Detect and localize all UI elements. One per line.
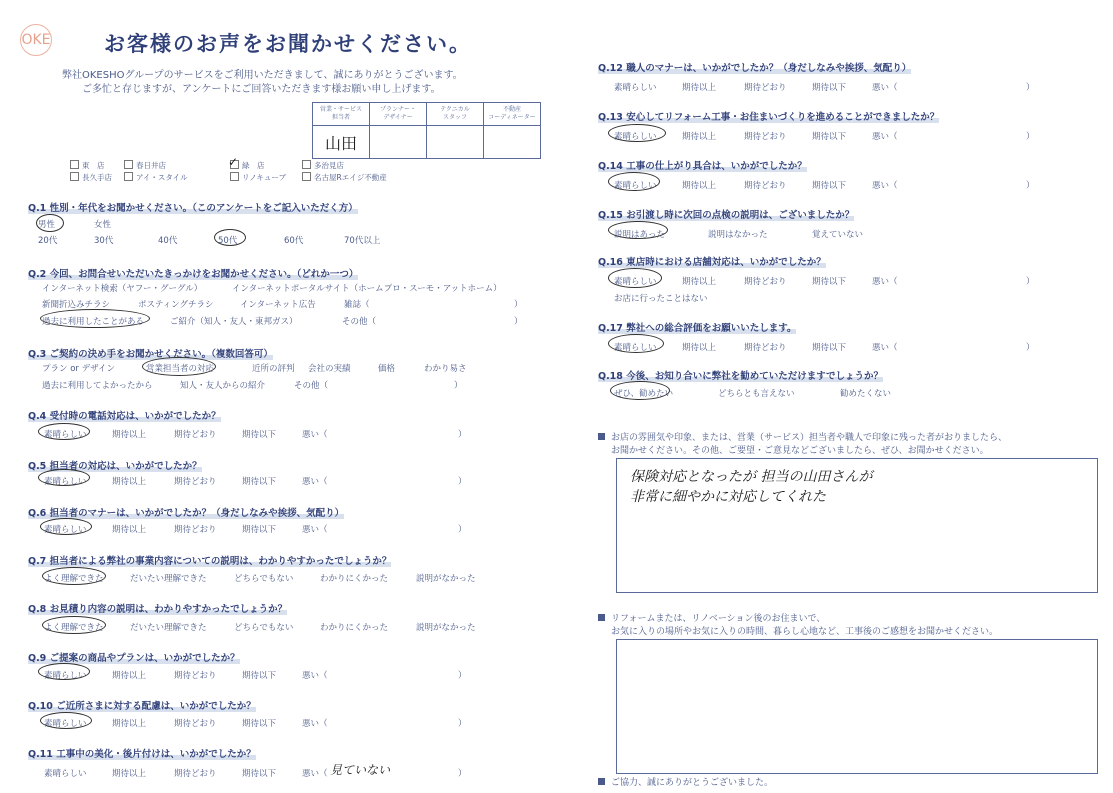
- store-option[interactable]: [302, 160, 344, 171]
- answer-option[interactable]: ）: [1026, 277, 1035, 287]
- answer-option[interactable]: 素晴らしい: [44, 769, 87, 779]
- answer-option[interactable]: 期待以下: [242, 719, 277, 729]
- store-option[interactable]: [70, 172, 112, 183]
- question-label: [598, 158, 807, 172]
- answer-option[interactable]: よく理解できた: [44, 623, 104, 633]
- question-text: Q.1 性別・年代をお聞かせください。（このアンケートをご記入いただく方）: [28, 203, 358, 214]
- answer-option[interactable]: 期待以下: [242, 671, 277, 681]
- pen-circle-mark: [142, 357, 216, 376]
- answer-option[interactable]: ）: [458, 769, 467, 779]
- answer-option[interactable]: 期待以上: [112, 671, 147, 681]
- store-label: リノキューブ: [242, 173, 287, 182]
- staff-header-sales: 営業・サービス 担当者: [313, 103, 370, 126]
- answer-option[interactable]: だいたい理解できた: [130, 623, 207, 633]
- store-label: 緑 店: [242, 161, 265, 170]
- answer-option[interactable]: 過去に利用したことがある: [42, 317, 145, 327]
- staff-header-planner: プランナー・ デザイナー: [370, 103, 427, 126]
- answer-option[interactable]: ）: [458, 430, 467, 440]
- staff-name-technical: [427, 126, 484, 159]
- answer-option[interactable]: 期待どおり: [744, 181, 787, 191]
- answer-option[interactable]: インターネット広告: [240, 300, 316, 310]
- pen-circle-mark: [214, 229, 246, 246]
- answer-option[interactable]: 期待以下: [242, 525, 277, 535]
- pen-circle-mark: [608, 221, 668, 239]
- answer-option[interactable]: ）: [454, 381, 463, 391]
- answer-option[interactable]: インターネット検索（ヤフー・グーグル）: [42, 284, 203, 294]
- answer-option[interactable]: 営業担当者の対応: [146, 364, 215, 374]
- question-text: Q.15 お引渡し時に次回の点検の説明は、ございましたか？: [598, 210, 855, 221]
- answer-option[interactable]: 期待以下: [242, 430, 277, 440]
- answer-option[interactable]: 40代: [158, 236, 178, 246]
- question-label: [598, 320, 796, 334]
- answer-option[interactable]: 悪い（: [872, 181, 898, 191]
- question-text: Q.2 今回、お問合せいただいたきっかけをお聞かせください。（どれか一つ）: [28, 269, 359, 280]
- question-text: Q.18 今後、お知り合いに弊社を勧めていただけますでしょうか？: [598, 371, 883, 382]
- answer-option[interactable]: 近所の評判: [252, 364, 295, 374]
- answer-option[interactable]: どちらでもない: [234, 623, 294, 633]
- question-text: Q.6 担当者のマナーは、いかがでしたか？（身だしなみや挨拶、気配り）: [28, 508, 345, 519]
- answer-option[interactable]: ）: [514, 300, 523, 310]
- answer-option[interactable]: どちらとも言えない: [718, 389, 795, 399]
- answer-option[interactable]: 価格: [378, 364, 396, 374]
- answer-option[interactable]: わかりにくかった: [320, 574, 389, 584]
- store-label: 多治見店: [314, 161, 344, 170]
- answer-option[interactable]: 悪い（: [872, 277, 898, 287]
- question-label: [28, 601, 287, 615]
- question-label: [28, 200, 358, 214]
- question-label: [28, 505, 344, 519]
- checkmark-icon: ✓: [228, 155, 239, 169]
- store-option[interactable]: [230, 172, 286, 183]
- answer-option[interactable]: 期待以上: [112, 719, 147, 729]
- answer-option[interactable]: 期待どおり: [174, 430, 217, 440]
- question-text: Q.5 担当者の対応は、いかがでしたか？: [28, 461, 202, 472]
- store-label: アイ・スタイル: [136, 173, 188, 182]
- store-option[interactable]: [70, 160, 105, 171]
- question-text: Q.9 ご提案の商品やプランは、いかがでしたか？: [28, 653, 240, 664]
- answer-option[interactable]: 素晴らしい: [44, 477, 87, 487]
- answer-option[interactable]: 覚えていない: [812, 230, 864, 240]
- answer-option[interactable]: 素晴らしい: [44, 671, 87, 681]
- answer-option[interactable]: 期待以下: [242, 769, 277, 779]
- answer-option[interactable]: お店に行ったことはない: [614, 294, 708, 304]
- staff-name-sales: 山田: [313, 126, 370, 159]
- answer-option[interactable]: 期待以下: [812, 181, 847, 191]
- answer-option[interactable]: 悪い（: [872, 83, 898, 93]
- answer-option[interactable]: 期待以上: [682, 181, 717, 191]
- answer-option[interactable]: 期待以上: [112, 430, 147, 440]
- staff-table: [312, 102, 541, 159]
- answer-option[interactable]: 期待以下: [812, 277, 847, 287]
- answer-option[interactable]: 期待以下: [242, 477, 277, 487]
- answer-option[interactable]: 悪い（: [872, 132, 898, 142]
- pen-circle-mark: [608, 268, 662, 288]
- pen-circle-mark: [36, 214, 64, 232]
- answer-option[interactable]: よく理解できた: [44, 574, 104, 584]
- answer-option[interactable]: 悪い（: [302, 525, 328, 535]
- answer-option[interactable]: インターネットポータルサイト（ホームプロ・スーモ・アットホーム）: [232, 284, 502, 294]
- answer-option[interactable]: 雑誌（: [344, 300, 370, 310]
- checkbox-icon[interactable]: [302, 172, 311, 181]
- answer-option[interactable]: 期待以上: [112, 769, 147, 779]
- answer-option[interactable]: 期待どおり: [174, 769, 217, 779]
- question-label: [28, 746, 256, 760]
- answer-option[interactable]: 悪い（: [302, 477, 328, 487]
- store-option[interactable]: [124, 172, 188, 183]
- footer-thanks: ご協力、誠にありがとうございました。: [598, 777, 773, 790]
- pen-circle-mark: [38, 663, 90, 680]
- answer-option[interactable]: 期待以下: [812, 83, 847, 93]
- answer-option[interactable]: 期待どおり: [744, 83, 787, 93]
- answer-option[interactable]: わかりにくかった: [320, 623, 389, 633]
- store-label: 春日井店: [136, 161, 166, 170]
- answer-option[interactable]: 期待どおり: [174, 671, 217, 681]
- handwritten-comment-line-1: 保険対応となったが 担当の山田さんが: [630, 469, 873, 485]
- answer-option[interactable]: 50代: [218, 236, 238, 246]
- answer-option[interactable]: 悪い（: [302, 430, 328, 440]
- answer-option[interactable]: ご紹介（知人・友人・東邦ガス）: [170, 317, 298, 327]
- store-option[interactable]: [302, 172, 387, 183]
- question-label: [28, 346, 273, 360]
- question-text: Q.17 弊社への総合評価をお願いいたします。: [598, 323, 797, 334]
- answer-option[interactable]: 素晴らしい: [614, 132, 657, 142]
- pen-circle-mark: [40, 712, 92, 729]
- pen-circle-mark: [608, 124, 666, 142]
- answer-option[interactable]: ）: [1026, 132, 1035, 142]
- question-label: [28, 553, 391, 567]
- answer-option[interactable]: 素晴らしい: [44, 430, 87, 440]
- pen-circle-mark: [38, 423, 90, 440]
- answer-option[interactable]: ）: [1026, 343, 1035, 353]
- staff-header-realestate: 不動産 コーディネーター: [484, 103, 541, 126]
- question-text: Q.12 職人のマナーは、いかがでしたか？（身だしなみや挨拶、気配り）: [598, 63, 912, 74]
- answer-option[interactable]: 素晴らしい: [614, 343, 657, 353]
- answer-option[interactable]: 期待どおり: [174, 477, 217, 487]
- answer-option[interactable]: 期待以上: [112, 525, 147, 535]
- square-bullet-icon: [598, 433, 605, 440]
- question-label: [598, 109, 939, 123]
- answer-option[interactable]: 期待以上: [112, 477, 147, 487]
- answer-option[interactable]: 期待以上: [682, 83, 717, 93]
- answer-option[interactable]: 素晴らしい: [44, 719, 87, 729]
- answer-option[interactable]: 悪い（: [302, 671, 328, 681]
- answer-option[interactable]: 悪い（: [302, 719, 328, 729]
- handwritten-comment-line-2: 非常に細やかに対応してくれた: [630, 489, 826, 505]
- answer-option[interactable]: 会社の実績: [308, 364, 351, 374]
- answer-option[interactable]: 男性: [38, 220, 56, 230]
- answer-option[interactable]: 期待どおり: [744, 277, 787, 287]
- answer-option[interactable]: その他（: [294, 381, 329, 391]
- checkbox-icon[interactable]: [124, 160, 133, 169]
- pen-circle-mark: [608, 334, 664, 353]
- staff-name-realestate: [484, 126, 541, 159]
- question-text: Q.16 東店時における店舗対応は、いかがでしたか？: [598, 257, 826, 268]
- answer-option[interactable]: 説明はなかった: [708, 230, 768, 240]
- staff-header-technical: テクニカル スタッフ: [427, 103, 484, 126]
- store-label: 名古屋Rエイジ不動産: [314, 173, 387, 182]
- answer-option[interactable]: 素晴らしい: [44, 525, 87, 535]
- answer-option[interactable]: 期待以上: [682, 132, 717, 142]
- pen-circle-mark: [40, 518, 92, 535]
- answer-option[interactable]: 期待以上: [682, 277, 717, 287]
- answer-option[interactable]: ぜひ、勧めたい: [614, 389, 674, 399]
- question-label: [28, 408, 221, 422]
- answer-option[interactable]: 20代: [38, 236, 58, 246]
- handwritten-q11-note: 見ていない: [330, 763, 391, 777]
- question-label: [598, 207, 854, 221]
- checkbox-icon[interactable]: [70, 160, 79, 169]
- pen-circle-mark: [608, 172, 660, 191]
- question-label: [28, 650, 240, 664]
- answer-option[interactable]: ）: [458, 719, 467, 729]
- question-label: [598, 60, 911, 74]
- answer-option[interactable]: ）: [458, 525, 467, 535]
- intro-line-2: ご多忙と存じますが、アンケートにご回答いただきます様お願い申し上げます。: [82, 84, 441, 95]
- comment-section-2-prompt: リフォームまたは、リノベーション後のお住まいで、 お気に入りの場所やお気に入りの時間、暮らし心地など、工事後のご感想をお聞かせください。: [598, 613, 998, 639]
- answer-option[interactable]: 女性: [94, 220, 112, 230]
- question-text: Q.11 工事中の美化・後片付けは、いかがでしたか？: [28, 749, 256, 760]
- store-label: 東 店: [82, 161, 105, 170]
- answer-option[interactable]: ）: [514, 317, 523, 327]
- answer-option[interactable]: 期待以下: [812, 343, 847, 353]
- answer-option[interactable]: 新聞折込みチラシ: [42, 300, 111, 310]
- square-bullet-icon: [598, 614, 605, 621]
- pen-circle-mark: [42, 567, 106, 585]
- question-text: Q.4 受付時の電話対応は、いかがでしたか？: [28, 411, 221, 422]
- answer-option[interactable]: ポスティングチラシ: [138, 300, 214, 310]
- pen-circle-mark: [610, 381, 670, 400]
- page-title: お客様のお声をお聞かせください。: [104, 32, 472, 56]
- answer-option[interactable]: 説明がなかった: [416, 574, 476, 584]
- answer-option[interactable]: 説明はあった: [614, 230, 665, 240]
- answer-option[interactable]: 悪い（: [872, 343, 898, 353]
- answer-option[interactable]: 素晴らしい: [614, 277, 657, 287]
- answer-option[interactable]: ）: [458, 477, 467, 487]
- answer-option[interactable]: ）: [1026, 83, 1035, 93]
- store-label: 長久手店: [82, 173, 112, 182]
- answer-option[interactable]: 期待以下: [812, 132, 847, 142]
- answer-option[interactable]: わかり易さ: [424, 364, 467, 374]
- question-text: Q.3 ご契約の決め手をお聞かせください。（複数回答可）: [28, 349, 273, 360]
- answer-option[interactable]: プラン or デザイン: [42, 364, 116, 374]
- answer-option[interactable]: どちらでもない: [234, 574, 294, 584]
- answer-option[interactable]: 30代: [94, 236, 114, 246]
- answer-option[interactable]: 70代以上: [344, 236, 381, 246]
- answer-option[interactable]: 悪い（: [302, 769, 328, 779]
- question-text: Q.10 ご近所さまに対する配慮は、いかがでしたか？: [28, 701, 256, 712]
- pen-circle-mark: [38, 469, 90, 486]
- answer-option[interactable]: 期待どおり: [174, 525, 217, 535]
- answer-option[interactable]: ）: [458, 671, 467, 681]
- checkbox-icon[interactable]: [70, 172, 79, 181]
- answer-option[interactable]: 説明がなかった: [416, 623, 476, 633]
- question-label: [28, 698, 256, 712]
- checkbox-icon[interactable]: [230, 172, 239, 181]
- question-text: Q.13 安心してリフォーム工事・お住まいづくりを進めることができましたか？: [598, 112, 940, 123]
- staff-name-planner: [370, 126, 427, 159]
- answer-option[interactable]: 勧めたくない: [840, 389, 892, 399]
- pen-circle-mark: [40, 309, 150, 328]
- company-seal-stamp: OKE: [20, 24, 52, 56]
- answer-option[interactable]: 60代: [284, 236, 304, 246]
- pen-circle-mark: [42, 616, 106, 634]
- question-text: Q.14 工事の仕上がり具合は、いかがでしたか？: [598, 161, 807, 172]
- answer-option[interactable]: その他（: [342, 317, 377, 327]
- answer-option[interactable]: 過去に利用してよかったから: [42, 381, 153, 391]
- question-text: Q.8 お見積り内容の説明は、わかりやすかったでしょうか？: [28, 604, 288, 615]
- square-bullet-icon: [598, 778, 605, 785]
- comment-section-1-prompt: お店の雰囲気や印象、または、営業（サービス）担当者や職人で印象に残った者がおりましたら、 お聞かせください。その他、ご要望・ご意見などございましたら、ぜひ、お聞かせください。: [598, 432, 1007, 458]
- checkbox-icon[interactable]: [302, 160, 311, 169]
- answer-option[interactable]: 期待どおり: [744, 343, 787, 353]
- answer-option[interactable]: 素晴らしい: [614, 83, 657, 93]
- answer-option[interactable]: 期待以上: [682, 343, 717, 353]
- answer-option[interactable]: だいたい理解できた: [130, 574, 207, 584]
- store-option[interactable]: [124, 160, 166, 171]
- comment-box-2[interactable]: [616, 639, 1098, 774]
- answer-option[interactable]: ）: [1026, 181, 1035, 191]
- question-label: [28, 266, 358, 280]
- answer-option[interactable]: 知人・友人からの紹介: [180, 381, 266, 391]
- question-label: [598, 254, 826, 268]
- question-label: [598, 368, 883, 382]
- checkbox-icon[interactable]: [124, 172, 133, 181]
- question-text: Q.7 担当者による弊社の事業内容についての説明は、わかりやすかったでしょうか？: [28, 556, 392, 567]
- answer-option[interactable]: 素晴らしい: [614, 181, 657, 191]
- answer-option[interactable]: 期待どおり: [174, 719, 217, 729]
- intro-line-1: 弊社OKESHOグループのサービスをご利用いただきまして、誠にありがとうございます。: [62, 70, 463, 81]
- answer-option[interactable]: 期待どおり: [744, 132, 787, 142]
